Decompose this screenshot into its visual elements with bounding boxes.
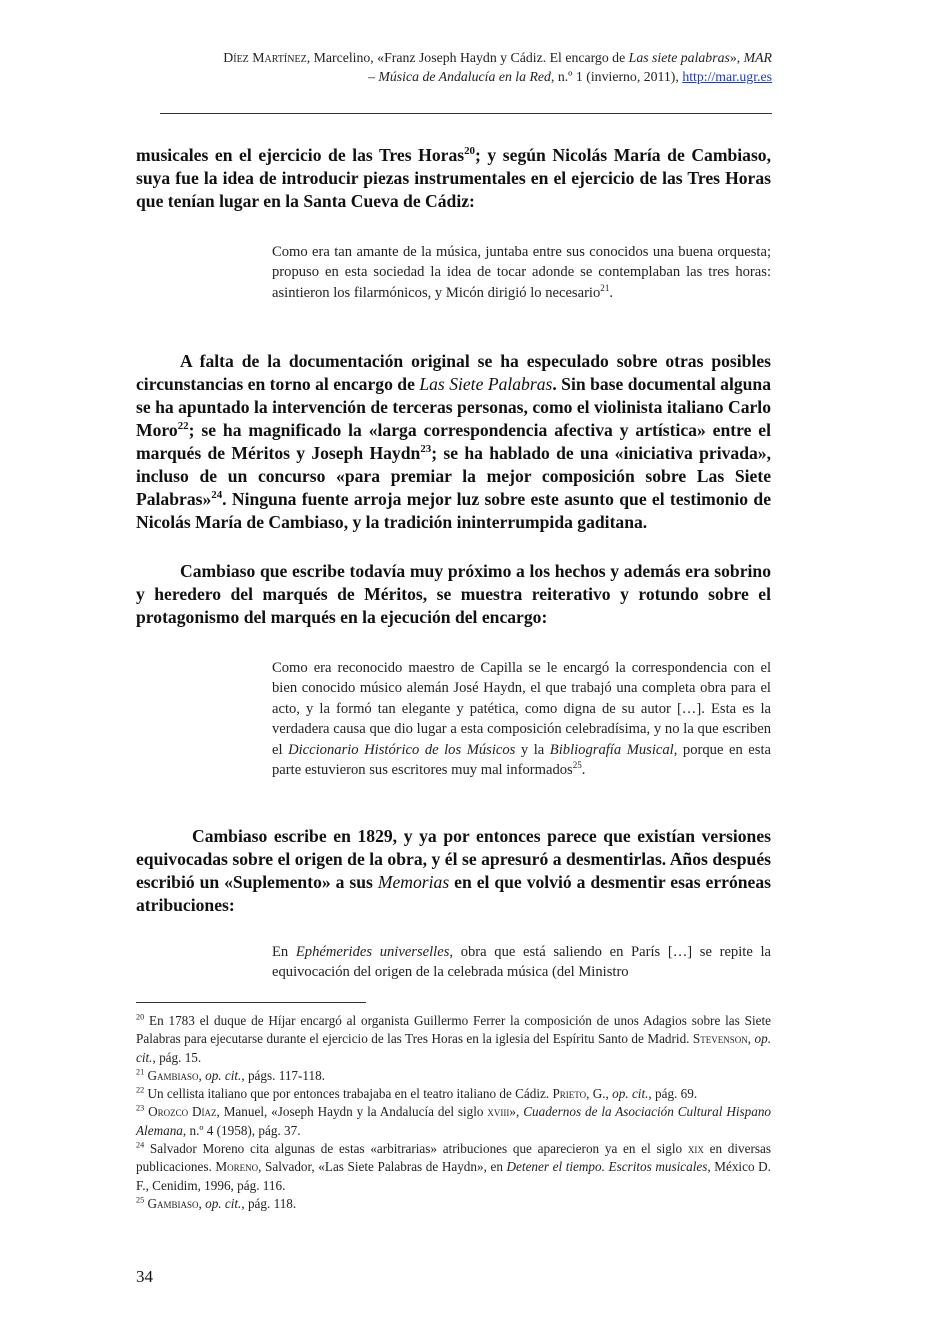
block-quote-3: En Ephémerides universelles, obra que está saliendo en París […] se repite la equivocación del origen de la celebrada música (del Ministro: [272, 944, 771, 981]
footnote-24: $^{24}$ Salvador Moreno cita algunas de estas «arbitrarias» atribuciones que aparecieron ya en el siglo xix en diversas publicaciones. Moreno, Salvador, «Las Siete Palabras de Haydn», en Detener el tiempo. Escritos musicales, México D. F., Cenidim, 1996, pág. 116.: [136, 1140, 771, 1193]
body-paragraph-4: Cambiaso escribe en 1829, y ya por entonces parece que existían versiones equivocadas sobre el origen de la obra, y él se apresuró a desmentirlas. Años después escribió un «Suplemento» a sus Memorias en el que volvió a desmentir esas erróneas atribuciones:: [136, 826, 771, 915]
header-divider: [160, 113, 772, 114]
footnote-25: $^{25}$ Gambiaso, op. cit., pág. 118.: [136, 1195, 297, 1211]
footnote-22: $^{22}$ Un cellista italiano que por entonces trabajaba en el teatro italiano de Cádiz. Prieto, G., op. cit., pág. 69.: [136, 1085, 698, 1102]
footnote-ref-22[interactable]: 22: [177, 420, 189, 433]
page-number: 34: [136, 1267, 153, 1286]
block-quote-1: Como era tan amante de la música, juntaba entre sus conocidos una buena orquesta; propuso en esta sociedad la idea de tocar adonde se contemplaban las tres horas: asintieron los filarmónicos, y Micón dirigió lo necesario$^{21}$.: [272, 244, 771, 301]
footnote-21: $^{21}$ Gambiaso, op. cit., págs. 117-118.: [136, 1067, 325, 1083]
body-paragraph-3: Cambiaso que escribe todavía muy próximo a los hechos y además era sobrino y heredero del marqués de Méritos, se muestra reiterativo y rotundo sobre el protagonismo del marqués en la ejecución del encargo:: [136, 561, 771, 627]
footnote-ref-24[interactable]: 24: [211, 489, 223, 502]
footnote-20: $^{20}$ En 1783 el duque de Híjar encargó al organista Guillermo Ferrer la composición de unos Adagios sobre las Siete Palabras para ejecutarse durante el ejercicio de las Tres Horas en la iglesia del Espíritu Santo de Madrid. Stevenson, op. cit., pág. 15.: [136, 1012, 772, 1065]
footnote-23: $^{23}$ Orozco Díaz, Manuel, «Joseph Haydn y la Andalucía del siglo xviii», Cuadernos de la Asociación Cultural Hispano Alemana, n.º 4 (1958), pág. 37.: [136, 1104, 772, 1138]
footnote-ref-25[interactable]: 25: [572, 760, 582, 771]
body-paragraph-1: musicales en el ejercicio de las Tres Horas$^{20}$; y según Nicolás María de Cambiaso, suya fue la idea de introducir piezas instrumentales en el ejercicio de las Tres Horas que tenían lugar en la Santa Cueva de Cádiz:: [136, 145, 771, 211]
footnote-ref-20[interactable]: 20: [464, 145, 475, 158]
footnote-divider: [136, 1002, 366, 1003]
block-quote-2: Como era reconocido maestro de Capilla se le encargó la correspondencia con el bien conocido músico alemán José Haydn, el que trabajó una completa obra para el acto, y la formó tan elegante y patética, como digna de su autor […]. Esta es la verdadera causa que dio lugar a esta composición celebradísima, y no la que escriben el Diccionario Histórico de los Músicos y la Bibliografía Musical, porque en esta parte estuvieron sus escritores muy mal informados$^{25}$.: [272, 660, 771, 779]
journal-link[interactable]: http://mar.ugr.es: [682, 69, 772, 84]
header-author: Díez Martínez: [223, 50, 307, 65]
body-paragraph-2: A falta de la documentación original se ha especulado sobre otras posibles circunstancias en torno al encargo de Las Siete Palabras. Sin base documental alguna se ha apuntado la intervención de terceras personas, como el violinista italiano Carlo Moro$^{22}$; se ha magnificado la «larga correspondencia afectiva y artística» entre el marqués de Méritos y Joseph Haydn$^{23}$; se ha hablado de una «iniciativa privada», incluso de un concurso «para premiar la mejor composición sobre Las Siete Palabras»$^{24}$. Ninguna fuente arroja mejor luz sobre este asunto que el testimonio de Nicolás María de Cambiaso, y la tradición ininterrumpida gaditana.: [136, 351, 771, 532]
footnote-ref-21[interactable]: 21: [600, 282, 610, 293]
footnote-ref-23[interactable]: 23: [420, 443, 432, 456]
header-journal: MAR: [743, 50, 772, 65]
running-header: Díez Martínez, Marcelino, «Franz Joseph Haydn y Cádiz. El encargo de Las siete palabras», MAR – Música de Andalucía en la Red, n.º 1 (invierno, 2011), http://mar.ugr.es: [223, 50, 772, 84]
footnotes: [136, 1012, 771, 1213]
